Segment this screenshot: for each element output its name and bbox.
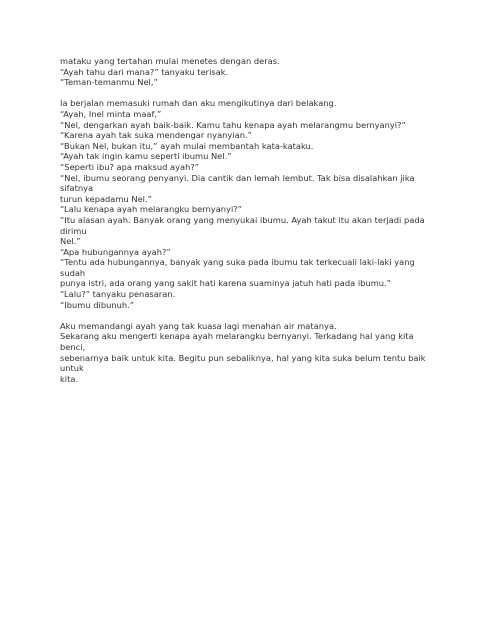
text-line: “Karena ayah tak suka mendengar nyanyian.” [60,130,252,141]
text-line: “Apa hubungannya ayah?” [60,246,171,257]
text-line: Sekarang aku mengerti kenapa ayah melarangku bernyanyi. Terkadang hal yang kita benci, [60,331,417,353]
text-line: punya istri, ada orang yang sakit hati karena suaminya jatuh hati pada ibumu.” [60,278,391,289]
text-line: “Itu alasan ayah. Banyak orang yang menyukai ibumu. Ayah takut itu akan terjadi pada dirimu [60,214,428,236]
text-line: Nel.” [60,236,81,247]
paragraph-3 [60,321,432,385]
text-line: sebenarnya baik untuk kita. Begitu pun sebaliknya, hal yang kita suka belum tentu baik untuk [60,352,429,374]
text-line: “Tentu ada hubungannya, banyak yang suka pada ibumu tak terkecuali laki-laki yang sudah [60,257,418,278]
story-text [60,56,432,384]
text-line: “Lalu?” tanyaku penasaran. [60,289,176,300]
text-line: “Seperti ibu? apa maksud ayah?” [60,161,200,172]
text-line: “Ibumu dibunuh.” [60,299,135,310]
paragraph-gap [60,88,432,99]
text-line: mataku yang tertahan mulai menetes dengan deras. [60,56,280,66]
text-line: “Teman-temanmu Nel,” [60,77,158,88]
text-line: “Lalu kenapa ayah melarangku bernyanyi?” [60,204,242,215]
text-line: “Ayah, Inel minta maaf,” [60,108,162,119]
text-line: kita. [60,373,79,384]
text-line: turun kepadamu Nel.” [60,193,152,204]
paragraph-1 [60,56,432,88]
paragraph-2 [60,98,432,310]
text-line: “Ayah tak ingin kamu seperti ibumu Nel.” [60,151,232,162]
text-line: “Bukan Nel, bukan itu,” ayah mulai membantah kata-kataku. [60,140,314,151]
text-line: “Nel, dengarkan ayah baik-baik. Kamu tahu kenapa ayah melarangmu bernyanyi?” [60,119,406,130]
paragraph-gap [60,310,432,321]
text-line: Aku memandangi ayah yang tak kuasa lagi menahan air matanya. [60,320,337,331]
text-line: “Nel, ibumu seorang penyanyi. Dia cantik dan lemah lembut. Tak bisa disalahkan jika sifatnya [60,172,418,194]
text-line: Ia berjalan memasuki rumah dan aku mengikutinya dari belakang. [60,98,337,109]
text-line: “Ayah tahu dari mana?” tanyaku terisak. [60,66,229,77]
